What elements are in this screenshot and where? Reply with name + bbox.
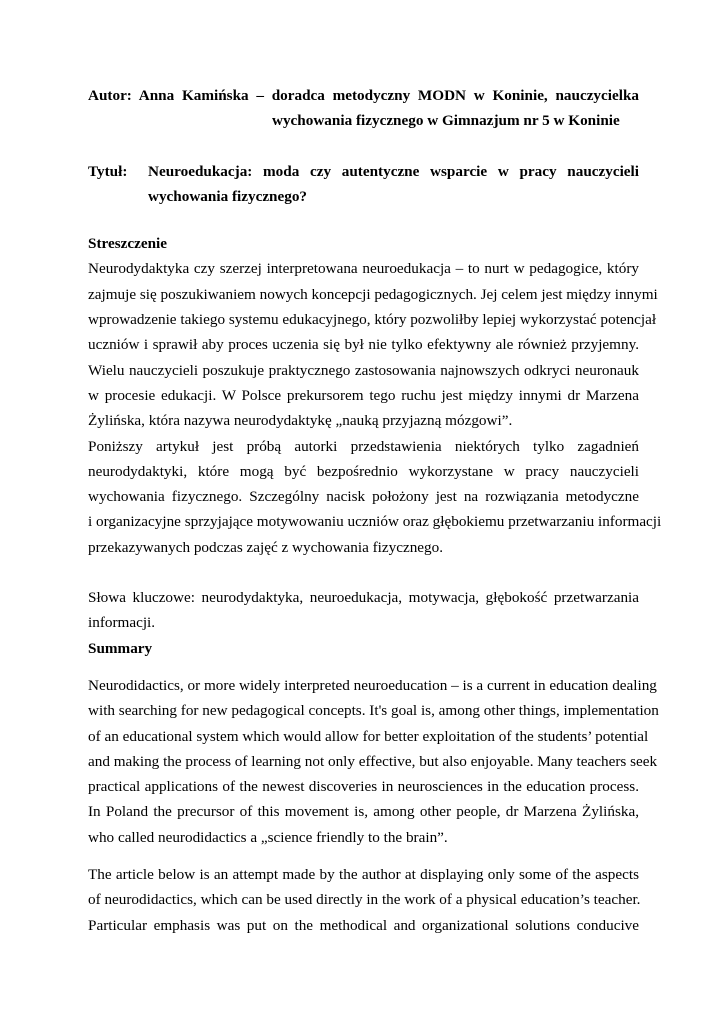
paragraph-line: with searching for new pedagogical concepts. It's goal is, among other things, implementation	[88, 702, 659, 720]
summary-paragraph-2	[88, 862, 639, 938]
paragraph-line: przekazywanych podczas zajęć z wychowania fizycznego.	[88, 538, 444, 556]
paragraph-line: In Poland the precursor of this movement is, among other people, dr Marzena Żylińska,	[88, 803, 639, 821]
author-line-2: wychowania fizycznego w Gimnazjum nr 5 w Koninie	[272, 112, 620, 130]
author-block	[88, 83, 639, 134]
streszczenie-paragraph-1	[88, 256, 658, 433]
summary-paragraph-1	[88, 673, 659, 850]
title-label: Tytuł:	[88, 162, 128, 180]
paragraph-line: Neurodidactics, or more widely interpreted neuroeducation – is a current in education dealing	[88, 676, 657, 694]
streszczenie-section	[88, 231, 662, 635]
title-block	[88, 159, 639, 210]
summary-section	[88, 636, 659, 938]
streszczenie-heading: Streszczenie	[88, 235, 167, 253]
author-line-1: Autor: Anna Kamińska – doradca metodyczny MODN w Koninie, nauczycielka	[88, 87, 639, 104]
paragraph-line: Słowa kluczowe: neurodydaktyka, neuroedukacja, motywacja, głębokość przetwarzania	[88, 589, 639, 607]
paragraph-line: who called neurodidactics a „science friendly to the brain”.	[88, 828, 448, 846]
paragraph-line: wychowania fizycznego. Szczególny nacisk położony jest na rozwiązania metodyczne	[88, 488, 639, 506]
paragraph-line: uczniów i sprawił aby proces uczenia się był nie tylko efektywny ale również przyjemny.	[88, 336, 639, 354]
paragraph-line: of neurodidactics, which can be used directly in the work of a physical education’s teacher.	[88, 891, 641, 909]
paragraph-line: and making the process of learning not only effective, but also enjoyable. Many teachers seek	[88, 752, 658, 770]
document-page	[88, 83, 662, 938]
keywords-paragraph	[88, 585, 639, 636]
paragraph-line: zajmuje się poszukiwaniem nowych koncepcji pedagogicznych. Jej celem jest między innymi	[88, 285, 658, 303]
paragraph-line: Żylińska, która nazywa neurodydaktykę „nauką przyjazną mózgowi”.	[88, 412, 513, 430]
paragraph-line: i organizacyjne sprzyjające motywowaniu uczniów oraz głębokiemu przetwarzaniu informacji	[88, 513, 662, 531]
streszczenie-paragraph-2	[88, 434, 662, 560]
paragraph-line: Particular emphasis was put on the methodical and organizational solutions conducive	[88, 916, 639, 934]
paragraph-line: wprowadzenie takiego systemu edukacyjnego, który pozwoliłby lepiej wykorzystać potencjał	[88, 311, 657, 329]
paragraph-line: The article below is an attempt made by the author at displaying only some of the aspects	[88, 866, 639, 884]
title-line-1: Neuroedukacja: moda czy autentyczne wsparcie w pracy nauczycieli	[148, 162, 639, 180]
paragraph-line: of an educational system which would allow for better exploitation of the students’ potential	[88, 727, 649, 745]
paragraph-line: informacji.	[88, 614, 156, 632]
paragraph-line: Poniższy artykuł jest próbą autorki przedstawienia niektórych tylko zagadnień	[88, 437, 639, 455]
paragraph-line: practical applications of the newest discoveries in neurosciences in the education process.	[88, 778, 639, 796]
paragraph-line: w procesie edukacji. W Polsce prekursorem tego ruchu jest między innymi dr Marzena	[88, 386, 639, 404]
paragraph-line: Neurodydaktyka czy szerzej interpretowana neuroedukacja – to nurt w pedagogice, który	[88, 260, 639, 278]
paragraph-line: Wielu nauczycieli poszukuje praktycznego zastosowania najnowszych odkryci neuronauk	[88, 361, 639, 379]
paragraph-line: neurodydaktyki, które mogą być bezpośrednio wykorzystane w pracy nauczycieli	[88, 462, 639, 480]
summary-heading: Summary	[88, 639, 153, 657]
title-line-2: wychowania fizycznego?	[148, 187, 308, 205]
